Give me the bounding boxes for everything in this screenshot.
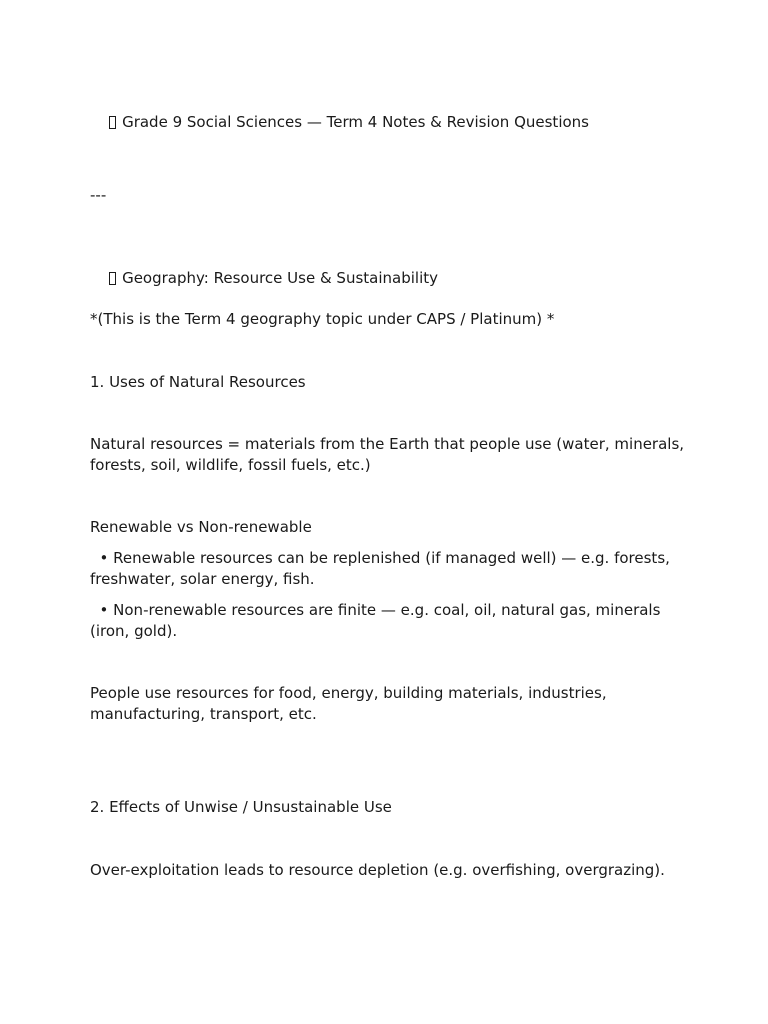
resource-usage-paragraph: People use resources for food, energy, building materials, industries, manufacturing, transport, etc.: [90, 684, 612, 723]
natural-resources-definition: Natural resources = materials from the Earth that people use (water, minerals, forests, soil, wildlife, fossil fuels, etc.): [90, 435, 689, 474]
bullet-renewable: • Renewable resources can be replenished (if managed well) — e.g. forests, freshwater, solar energy, fish.: [90, 549, 675, 588]
renewable-comparison-heading: Renewable vs Non-renewable: [90, 518, 312, 536]
separator: ---: [90, 186, 107, 204]
topic-note: *(This is the Term 4 geography topic under CAPS / Platinum) *: [90, 310, 555, 328]
missing-glyph-icon: [109, 272, 116, 285]
subsection-2-heading: 2. Effects of Unwise / Unsustainable Use: [90, 798, 392, 816]
section-heading-text: Geography: Resource Use & Sustainability: [122, 269, 439, 287]
section-heading: [90, 247, 690, 310]
missing-glyph-icon: [109, 116, 116, 129]
over-exploitation-paragraph: Over-exploitation leads to resource depletion (e.g. overfishing, overgrazing).: [90, 861, 665, 879]
document-title-text: Grade 9 Social Sciences — Term 4 Notes & Revision Questions: [122, 113, 589, 131]
subsection-1-heading: 1. Uses of Natural Resources: [90, 373, 306, 391]
document-title: [90, 91, 690, 154]
bullet-non-renewable: • Non-renewable resources are finite — e.g. coal, oil, natural gas, minerals (iron, gold).: [90, 601, 666, 640]
